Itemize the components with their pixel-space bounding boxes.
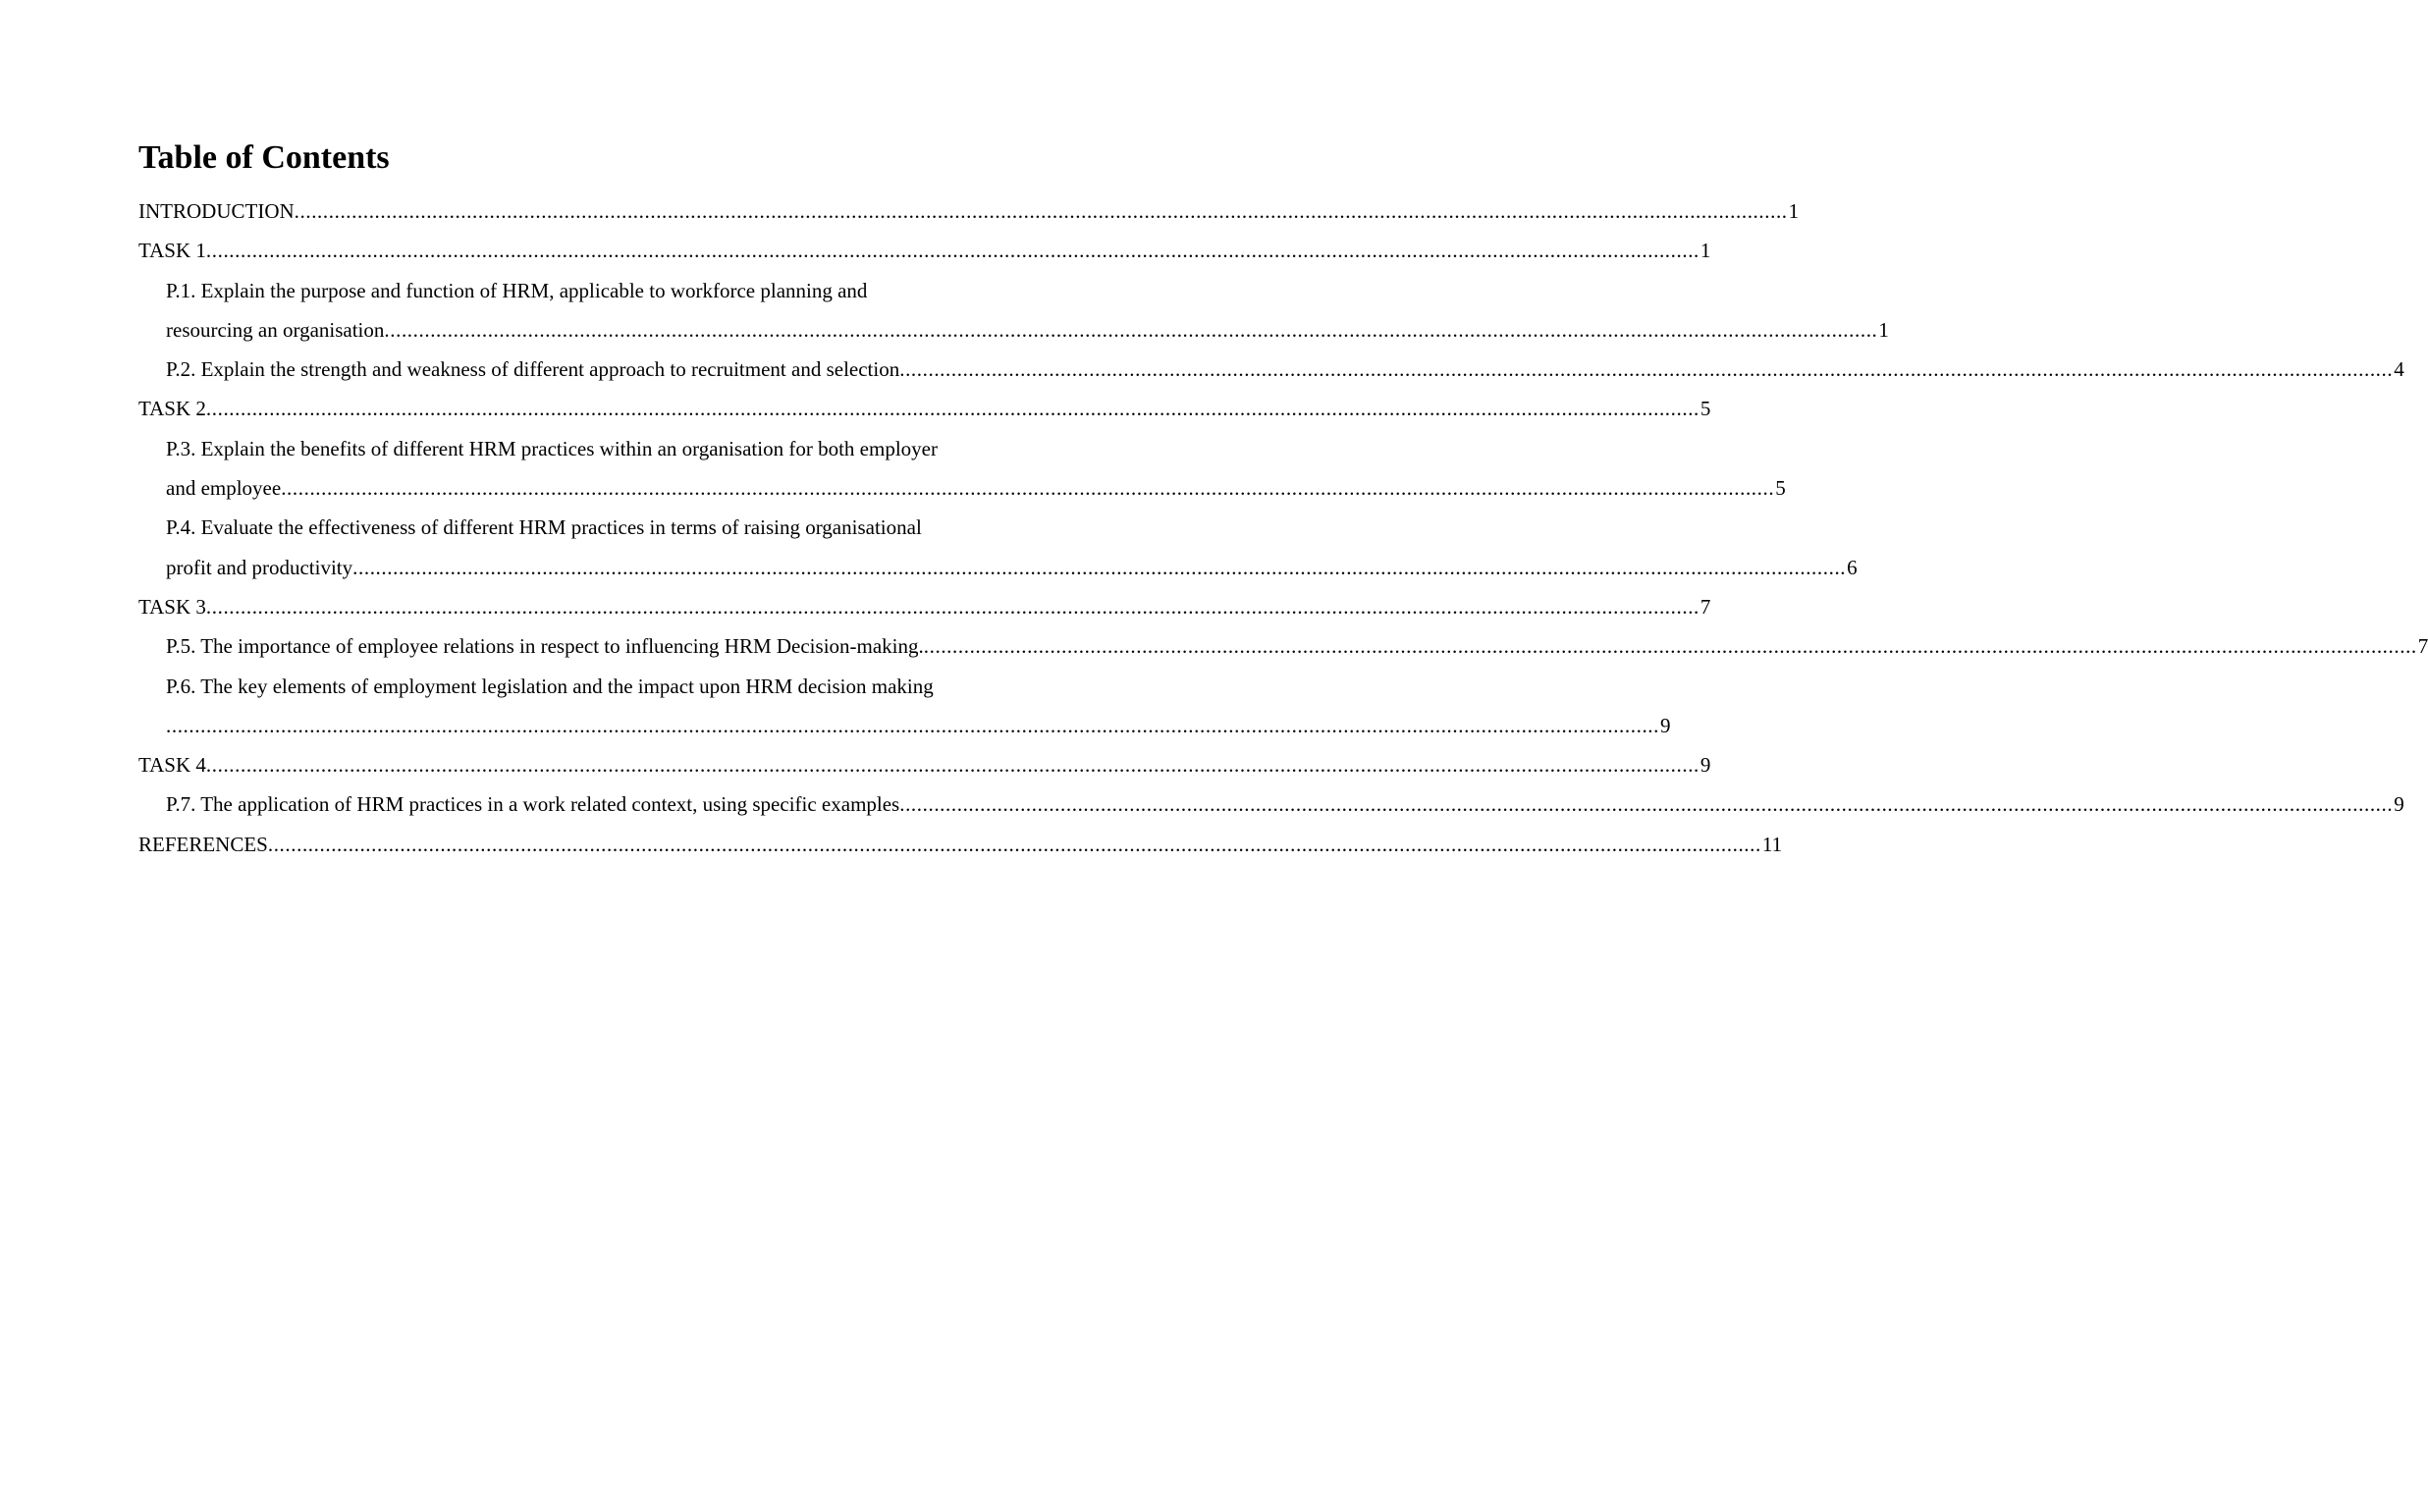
- toc-page-number: 9: [1660, 713, 1671, 737]
- toc-entry-label: TASK 3: [138, 594, 206, 619]
- toc-entry[interactable]: [138, 508, 1858, 587]
- toc-entry-leader-line: [166, 706, 1671, 745]
- toc-entry-leader-line: [166, 784, 2404, 824]
- toc-page-number: 1: [1878, 317, 1889, 342]
- toc-entry-label: TASK 4: [138, 753, 206, 778]
- toc-entry[interactable]: [138, 231, 1711, 270]
- toc-title: Table of Contents: [138, 139, 390, 176]
- toc-entry-leader-line: [138, 231, 1711, 270]
- toc-entry-text: P.1. Explain the purpose and function of HRM, applicable to workforce planning and: [166, 278, 868, 302]
- toc-page-number: 9: [2394, 792, 2404, 817]
- toc-entry-label: resourcing an organisation: [166, 317, 385, 342]
- dot-leader: [206, 231, 1700, 270]
- dot-leader: [206, 587, 1700, 626]
- toc-entry[interactable]: [138, 389, 1711, 428]
- toc-page-number: 7: [1700, 594, 1711, 619]
- dot-leader: [899, 350, 2393, 389]
- dot-leader: [206, 745, 1700, 784]
- toc-entry[interactable]: [138, 350, 2404, 389]
- toc-entry-leader-line: [166, 548, 1858, 587]
- dot-leader: [166, 706, 1659, 745]
- toc-entry-label: and employee: [166, 476, 282, 501]
- toc-entry-leader-line: [138, 587, 1711, 626]
- dot-leader: [206, 389, 1700, 428]
- toc-entry-leader-line: [138, 389, 1711, 428]
- dot-leader: [384, 310, 1877, 350]
- toc-entry-leader-line: [138, 825, 1783, 864]
- dot-leader: [899, 784, 2393, 824]
- toc-entry-label: profit and productivity: [166, 555, 353, 579]
- toc-entry[interactable]: [138, 587, 1711, 626]
- toc-list: [138, 191, 2428, 864]
- dot-leader: [924, 626, 2417, 666]
- toc-entry-label: TASK 1: [138, 239, 206, 263]
- toc-entry-label: REFERENCES: [138, 832, 268, 856]
- toc-page-number: 5: [1700, 397, 1711, 421]
- toc-entry[interactable]: [138, 191, 1800, 231]
- dot-leader: [352, 548, 1846, 587]
- toc-page-number: 9: [1700, 753, 1711, 778]
- toc-entry-leader-line: [166, 626, 2428, 666]
- toc-entry-leader-line: [138, 745, 1711, 784]
- toc-page-number: 11: [1761, 832, 1783, 856]
- toc-entry-leader-line: [166, 350, 2404, 389]
- toc-entry[interactable]: [138, 667, 1671, 746]
- toc-entry-text: P.4. Evaluate the effectiveness of different HRM practices in terms of raising organisational: [166, 515, 922, 540]
- toc-entry[interactable]: [138, 271, 1889, 351]
- dot-leader: [268, 825, 1761, 864]
- toc-page-number: 6: [1847, 555, 1858, 579]
- toc-entry[interactable]: [138, 825, 1783, 864]
- toc-entry[interactable]: [138, 745, 1711, 784]
- toc-entry-label: TASK 2: [138, 397, 206, 421]
- toc-entry-leader-line: [166, 468, 1786, 508]
- toc-entry[interactable]: [138, 429, 1786, 509]
- toc-page-number: 1: [1700, 239, 1711, 263]
- toc-entry[interactable]: [138, 784, 2404, 824]
- toc-entry-label: P.2. Explain the strength and weakness of different approach to recruitment and selection: [166, 357, 900, 382]
- dot-leader: [295, 191, 1788, 231]
- toc-page-number: 5: [1775, 476, 1786, 501]
- toc-entry-label: INTRODUCTION: [138, 199, 295, 223]
- toc-page-number: 1: [1788, 199, 1800, 223]
- toc-entry-label: P.7. The application of HRM practices in a work related context, using specific examples: [166, 792, 900, 817]
- toc-entry-text: P.6. The key elements of employment legislation and the impact upon HRM decision making: [166, 674, 934, 698]
- toc-entry-leader-line: [138, 191, 1800, 231]
- dot-leader: [281, 468, 1774, 508]
- toc-entry[interactable]: [138, 626, 2428, 666]
- toc-page-number: 7: [2417, 634, 2428, 659]
- toc-page-number: 4: [2394, 357, 2404, 382]
- toc-entry-label: P.5. The importance of employee relations in respect to influencing HRM Decision-making.: [166, 634, 924, 659]
- toc-entry-text: P.3. Explain the benefits of different HRM practices within an organisation for both employer: [166, 436, 938, 460]
- toc-entry-leader-line: [166, 310, 1889, 350]
